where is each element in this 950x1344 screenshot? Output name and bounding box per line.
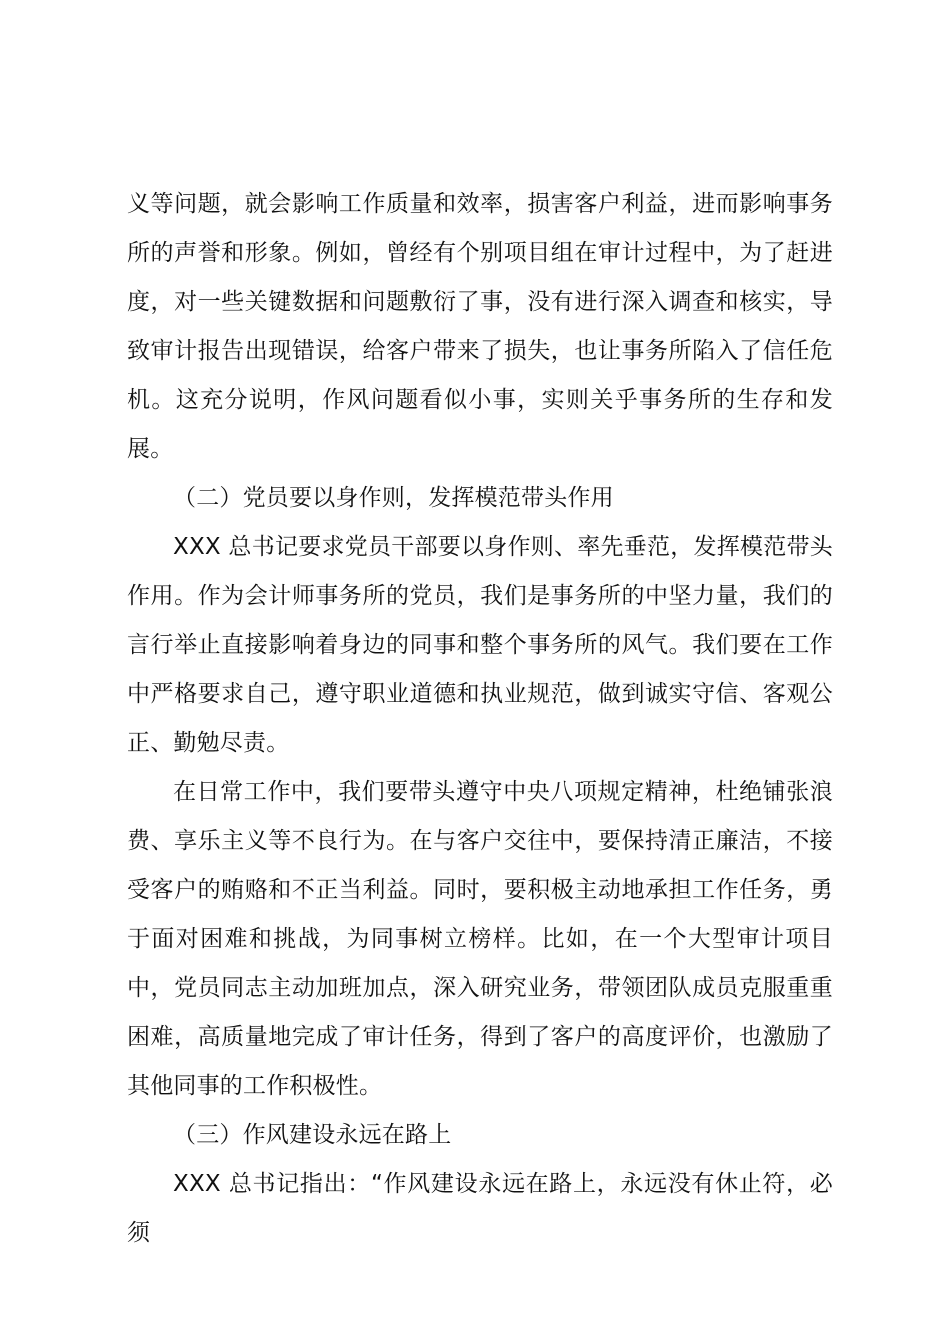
document-body [127,180,833,1258]
paragraph: 在日常工作中，我们要带头遵守中央八项规定精神，杜绝铺张浪费、享乐主义等不良行为。在与客户交往中，要保持清正廉洁，不接受客户的贿赂和不正当利益。同时，要积极主动地承担工作任务，勇于面对困难和挑战，为同事树立榜样。比如，在一个大型审计项目中，党员同志主动加班加点，深入研究业务，带领团队成员克服重重困难，高质量地完成了审计任务，得到了客户的高度评价，也激励了其他同事的工作积极性。 [127,779,833,1099]
paragraph: XXX 总书记指出：“作风建设永远在路上，永远没有休止符，必须 [127,1171,833,1246]
paragraph: XXX 总书记要求党员干部要以身作则、率先垂范，发挥模范带头作用。作为会计师事务所的党员，我们是事务所的中坚力量，我们的言行举止直接影响着身边的同事和整个事务所的风气。我们要在工作中严格要求自己，遵守职业道德和执业规范，做到诚实守信、客观公正、勤勉尽责。 [127,534,833,756]
section-heading-2: （二）党员要以身作则，发挥模范带头作用 [173,485,614,511]
section-heading-3: （三）作风建设永远在路上 [173,1122,452,1148]
paragraph-continued: 义等问题，就会影响工作质量和效率，损害客户利益，进而影响事务所的声誉和形象。例如，曾经有个别项目组在审计过程中，为了赶进度，对一些关键数据和问题敷衍了事，没有进行深入调查和核实，导致审计报告出现错误，给客户带来了损失，也让事务所陷入了信任危机。这充分说明，作风问题看似小事，实则关乎事务所的生存和发展。 [127,191,833,462]
